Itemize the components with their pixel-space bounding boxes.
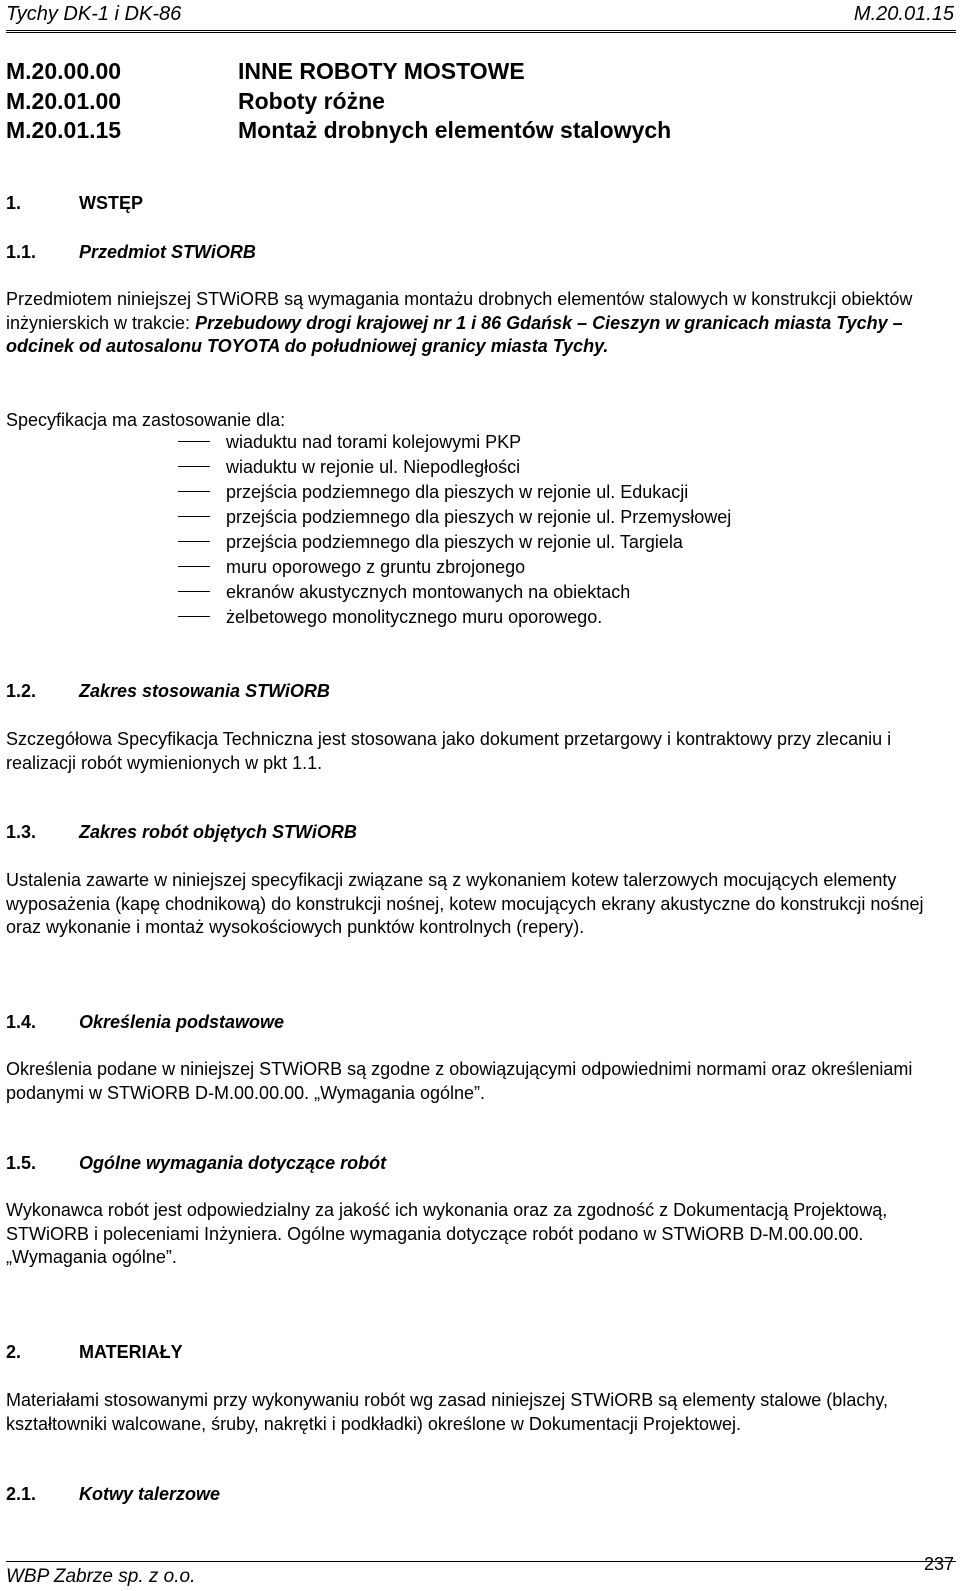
spec-code-row	[6, 88, 385, 115]
section-number: 1.5.	[6, 1153, 37, 1173]
header-rule-secondary	[6, 32, 956, 33]
section-heading-1-5	[6, 1153, 386, 1174]
spec-title: INNE ROBOTY MOSTOWE	[238, 58, 525, 84]
spec-title: Roboty różne	[238, 88, 385, 114]
dash-bullet	[178, 541, 210, 542]
section-heading-1-1	[6, 242, 256, 263]
spec-code: M.20.01.15	[6, 117, 122, 143]
list-item: muru oporowego z gruntu zbrojonego	[178, 555, 731, 580]
spec-title: Montaż drobnych elementów stalowych	[238, 117, 672, 143]
paragraph-application-scope: Szczegółowa Specyfikacja Techniczna jest stosowana jako dokument przetargowy i kontraktowy przy zlecaniu i realizacji robót wymienionych w pkt 1.1.	[6, 729, 892, 773]
paragraph-general-requirements: Wykonawca robót jest odpowiedzialny za jakość ich wykonania oraz za zgodność z Dokumentacją Projektową, STWiORB i poleceniami Inżyniera. Ogólne wymagania dotyczące robót podano w STWiORB D-M.00.00.00. „Wymagania ogólne”.	[6, 1200, 888, 1267]
page-number: 237	[923, 1554, 954, 1574]
dash-bullet	[178, 591, 210, 592]
section-heading-1-2	[6, 681, 330, 702]
header-right: M.20.01.15	[853, 3, 954, 25]
spec-code: M.20.00.00	[6, 58, 122, 84]
dash-bullet	[178, 566, 210, 567]
paragraph-text: Przedmiotem niniejszej STWiORB są wymagania montażu drobnych elementów stalowych w konstrukcji obiektów inżynierskich w trakcie:	[6, 289, 913, 333]
spec-code-row	[6, 58, 525, 85]
dash-bullet	[178, 441, 210, 442]
section-number: 1.3.	[6, 822, 37, 842]
section-title: Przedmiot STWiORB	[79, 242, 256, 262]
list-item: przejścia podziemnego dla pieszych w rejonie ul. Przemysłowej	[178, 505, 731, 530]
list-item: wiaduktu w rejonie ul. Niepodległości	[178, 455, 731, 480]
application-list	[178, 430, 731, 630]
project-name: Przebudowy drogi krajowej nr 1 i 86 Gdańsk – Cieszyn w granicach miasta Tychy – odcinek od autosalonu TOYOTA do południowej granicy miasta Tychy.	[6, 312, 903, 356]
header-rule	[6, 30, 956, 31]
section-number: 1.4.	[6, 1012, 37, 1032]
paragraph-works-scope: Ustalenia zawarte w niniejszej specyfikacji związane są z wykonaniem kotew talerzowych mocujących elementy wyposażenia (kapę chodnikową) do konstrukcji nośnej, kotew mocujących ekrany akustyczne do konstrukcji nośnej oraz wykonanie i montaż wysokościowych punktów kontrolnych (repery).	[6, 870, 924, 937]
list-item: żelbetowego monolitycznego muru oporowego.	[178, 605, 731, 630]
footer-rule	[6, 1561, 956, 1562]
section-heading-2	[6, 1342, 183, 1363]
section-heading-1	[6, 193, 143, 214]
paragraph-definitions: Określenia podane w niniejszej STWiORB są zgodne z obowiązującymi odpowiednimi normami oraz określeniami podanymi w STWiORB D-M.00.00.00. „Wymagania ogólne”.	[6, 1059, 913, 1103]
section-heading-1-3	[6, 822, 357, 843]
dash-bullet	[178, 616, 210, 617]
list-item: ekranów akustycznych montowanych na obiektach	[178, 580, 731, 605]
section-title: Zakres stosowania STWiORB	[79, 681, 330, 701]
footer-company: WBP Zabrze sp. z o.o.	[6, 1566, 196, 1587]
spec-code-row	[6, 117, 671, 144]
section-title: Ogólne wymagania dotyczące robót	[79, 1153, 387, 1173]
section-title: Określenia podstawowe	[79, 1012, 285, 1032]
list-item: wiaduktu nad torami kolejowymi PKP	[178, 430, 731, 455]
section-title: Zakres robót objętych STWiORB	[79, 822, 357, 842]
section-number: 1.2.	[6, 681, 37, 701]
section-title: WSTĘP	[79, 193, 144, 213]
section-number: 1.	[6, 193, 22, 213]
section-number: 1.1.	[6, 242, 37, 262]
section-number: 2.	[6, 1342, 22, 1362]
list-item: przejścia podziemnego dla pieszych w rejonie ul. Edukacji	[178, 480, 731, 505]
section-number: 2.1.	[6, 1484, 37, 1504]
paragraph-scope-intro: Specyfikacja ma zastosowanie dla:	[6, 410, 286, 430]
list-item: przejścia podziemnego dla pieszych w rejonie ul. Targiela	[178, 530, 731, 555]
section-heading-1-4	[6, 1012, 284, 1033]
header-left: Tychy DK-1 i DK-86	[6, 3, 182, 25]
section-title: MATERIAŁY	[79, 1342, 183, 1362]
section-title: Kotwy talerzowe	[79, 1484, 221, 1504]
dash-bullet	[178, 466, 210, 467]
dash-bullet	[178, 516, 210, 517]
dash-bullet	[178, 491, 210, 492]
section-heading-2-1	[6, 1484, 220, 1505]
paragraph-materials: Materiałami stosowanymi przy wykonywaniu robót wg zasad niniejszej STWiORB są elementy stalowe (blachy, kształtowniki walcowane, śruby, nakrętki i podkładki) określone w Dokumentacji Projektowej.	[6, 1390, 888, 1434]
paragraph-subject	[6, 288, 946, 359]
spec-code: M.20.01.00	[6, 88, 122, 114]
